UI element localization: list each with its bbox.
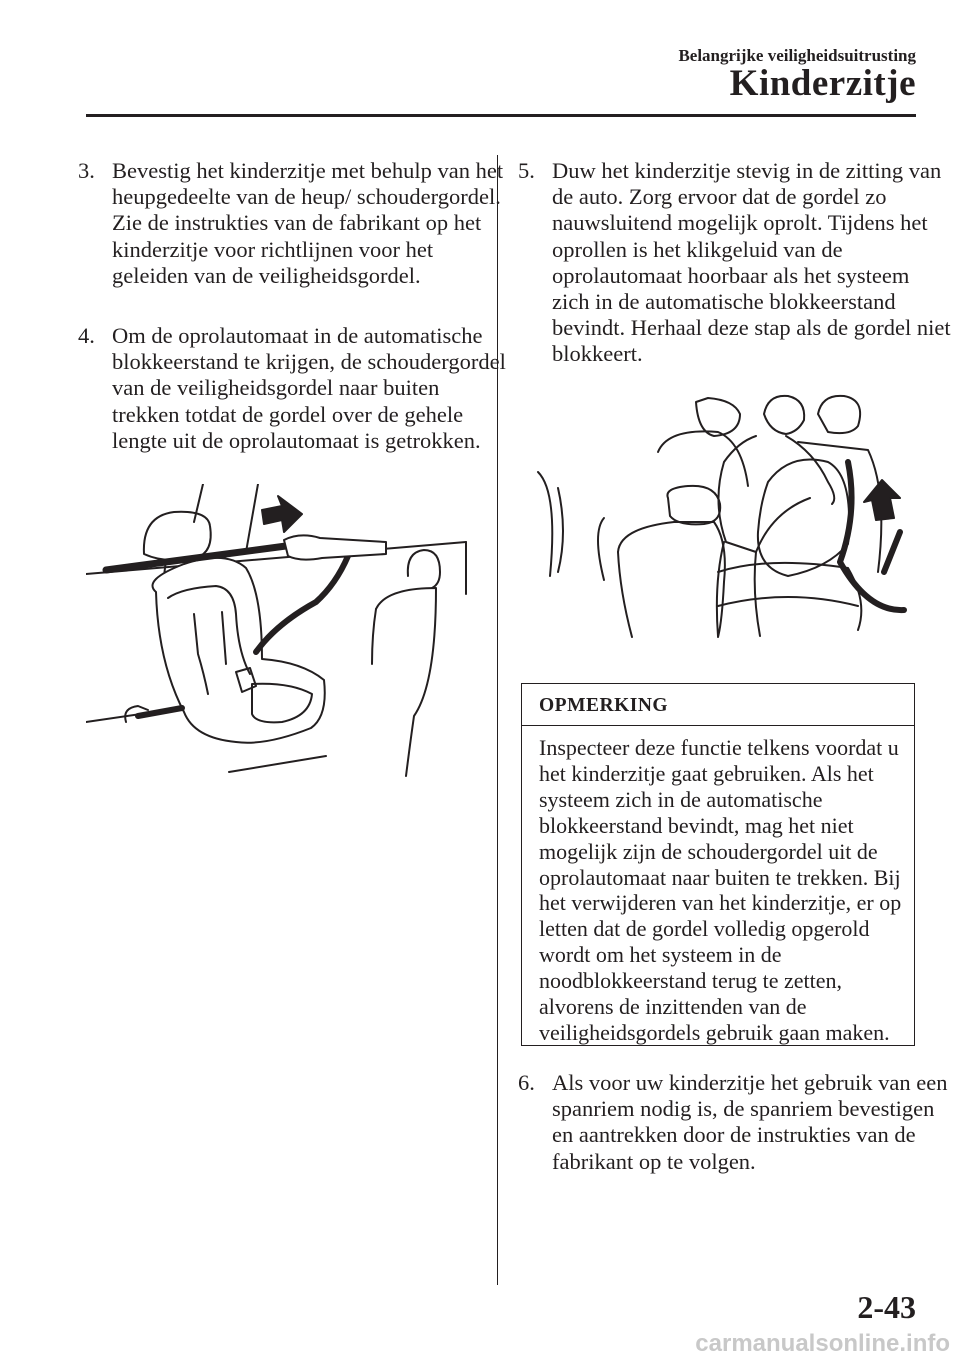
step-text: Als voor uw kinderzitje het gebruik van een spanriem nodig is, de spanriem bevestigen en aantrekken door de instrukties van de fabrikant op te volgen. [552,1070,948,1174]
step-number: 5. [518,158,535,183]
page-title: Kinderzitje [729,63,916,104]
watermark: carmanualsonline.info [695,1330,950,1357]
page-number: 2-43 [857,1289,916,1325]
step-4 [78,323,512,454]
step-number: 3. [78,158,95,183]
note-text: Inspecteer deze functie telkens voordat u het kinderzitje gaat gebruiken. Als het systeem zich in de automatische blokkeerstand bevindt, mag het niet mogelijk zijn de schoudergordel uit de oprolautomaat naar buiten te trekken. Bij het verwijderen van het kinderzitje, er op letten dat de gordel volledig opgerold wordt om het systeem in de noodblokkeerstand terug te zetten, alvorens de inzittenden van de veiligheidsgordels gebruik gaan maken. [539,735,902,1045]
step-text: Duw het kinderzitje stevig in de zitting van de auto. Zorg ervoor dat de gordel zo nauwsluitend mogelijk oprolt. Tijdens het oprollen is het klikgeluid van de oprolautomaat hoorbaar als het systeem zich in de automatische blokkeerstand bevindt. Herhaal deze stap als de gordel niet blokkeert. [552,158,951,367]
step-5 [518,158,952,368]
note-box [521,683,915,1046]
step-number: 6. [518,1070,535,1095]
note-heading: OPMERKING [522,684,914,726]
step-text: Om de oprolautomaat in de automatische blokkeerstand te krijgen, de schoudergordel van de veiligheidsgordel naar buiten trekken totdat de gordel over de gehele lengte uit de oprolautomaat is getrokken. [112,323,506,453]
step-text: Bevestig het kinderzitje met behulp van het heupgedeelte van de heup/ schoudergordel. Zie de instrukties van de fabrikant op het kinderzitje voor richtlijnen voor het geleiden van de veiligheidsgordel. [112,158,504,288]
step-number: 4. [78,323,95,348]
step-3 [78,158,512,289]
seat-push-illustration [528,392,918,642]
section-label: Belangrijke veiligheidsuitrusting [678,46,916,65]
header-rule [86,114,916,117]
step-6 [518,1070,952,1175]
belt-pull-illustration [86,484,476,784]
